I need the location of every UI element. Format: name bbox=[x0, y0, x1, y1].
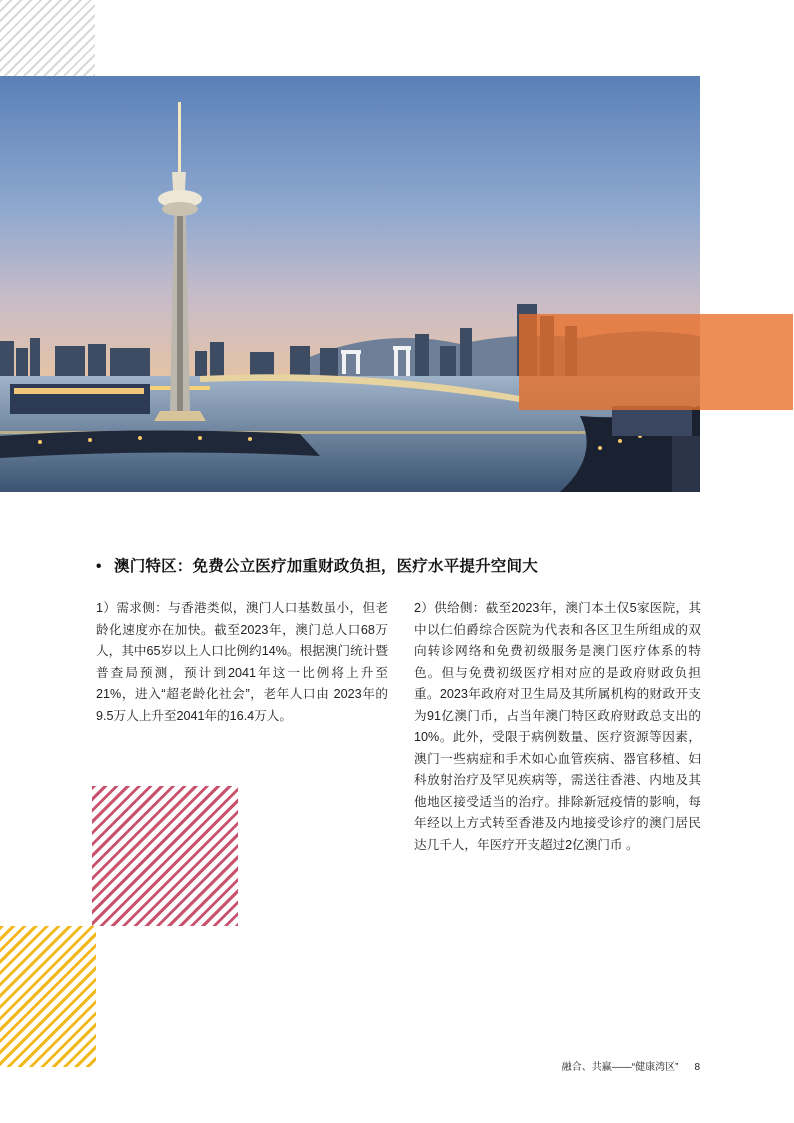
gray-stripe-decoration bbox=[0, 0, 95, 76]
section-heading-text: 澳门特区：免费公立医疗加重财政负担，医疗水平提升空间大 bbox=[114, 558, 538, 575]
footer-title: 融合、共赢——“健康湾区” bbox=[561, 1062, 679, 1073]
orange-overlay-block bbox=[519, 314, 793, 410]
yellow-stripe-decoration bbox=[0, 926, 96, 1067]
macau-skyline-photo bbox=[0, 76, 700, 492]
page-footer bbox=[520, 1058, 700, 1073]
section-heading bbox=[96, 554, 736, 576]
demand-side-paragraph: 1）需求侧：与香港类似，澳门人口基数虽小，但老龄化速度亦在加快。截至2023年，澳门总人口68万人，其中65岁以上人口比例约14%。根据澳门统计暨普查局预测，预计到2041年这一比例将上升至21%，进入“超老龄化社会”，老年人口由 2023年的9.5万人上升至2041年的16.4万人。 bbox=[96, 601, 388, 723]
page-number: 8 bbox=[694, 1062, 700, 1073]
supply-side-paragraph: 2）供给侧：截至2023年，澳门本土仅5家医院，其中以仁伯爵综合医院为代表和各区卫生所组成的双向转诊网络和免费初级服务是澳门医疗体系的特色。但与免费初级医疗相对应的是政府财政负担重。2023年政府对卫生局及其所属机构的财政开支为91亿澳门币，占当年澳门特区政府财政总支出的10%。此外，受限于病例数量、医疗资源等因素，澳门一些病症和手术如心血管疾病、器官移植、妇科放射治疗及罕见疾病等，需送往香港、内地及其他地区接受适当的治疗。排除新冠疫情的影响，每年经以上方式转至香港及内地接受诊疗的澳门居民达几千人，年医疗开支超过2亿澳门币 。 bbox=[414, 601, 701, 852]
pink-stripe-decoration bbox=[92, 786, 238, 926]
bullet-icon: • bbox=[96, 558, 102, 575]
